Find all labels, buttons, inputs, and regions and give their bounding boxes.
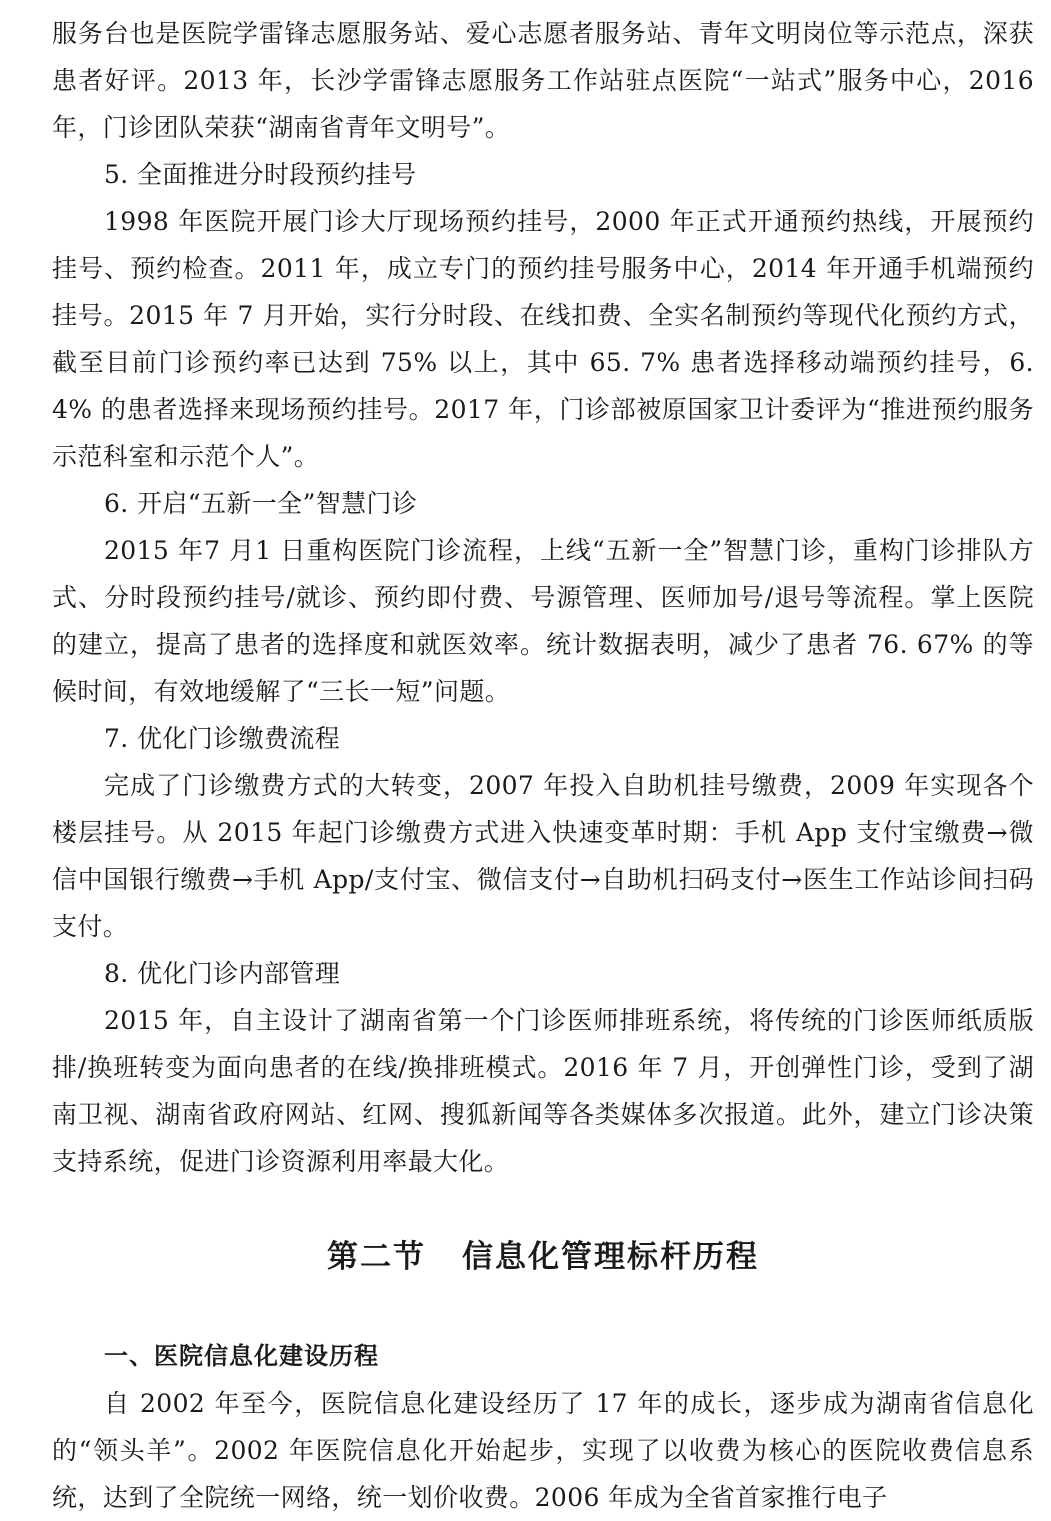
heading-internal-management: 8. 优化门诊内部管理 [104, 959, 341, 988]
heading-payment-process: 7. 优化门诊缴费流程 [104, 724, 341, 753]
section-title-text: 信息化管理标杆历程 [462, 1239, 759, 1275]
paragraph-payment-process: 完成了门诊缴费方式的大转变，2007 年投入自助机挂号缴费，2009 年实现各个楼层挂号。从 2015 年起门诊缴费方式进入快速变革时期：手机 App 支付宝缴费→微信中国银行缴费→手机 App/支付宝、微信支付→自助机扫码支付→医生工作站诊间扫码支付。 [52, 771, 1034, 941]
paragraph-smart-outpatient: 2015 年7 月1 日重构医院门诊流程，上线“五新一全”智慧门诊，重构门诊排队方式、分时段预约挂号/就诊、预约即付费、号源管理、医师加号/退号等流程。掌上医院的建立，提高了患者的选择度和就医效率。统计数据表明，减少了患者 76. 67% 的等候时间，有效地缓解了“三长一短”问题。 [52, 536, 1034, 706]
paragraph-appointment-registration: 1998 年医院开展门诊大厅现场预约挂号，2000 年正式开通预约热线，开展预约挂号、预约检查。2011 年，成立专门的预约挂号服务中心，2014 年开通手机端预约挂号。2015 年 7 月开始，实行分时段、在线扣费、全实名制预约等现代化预约方式，截至目前门诊预约率已达到 75% 以上，其中 65. 7% 患者选择移动端预约挂号，6. 4% 的患者选择来现场预约挂号。2017 年，门诊部被原国家卫计委评为“推进预约服务示范科室和示范个人”。 [52, 207, 1034, 471]
paragraph-informatization-history: 自 2002 年至今，医院信息化建设经历了 17 年的成长，逐步成为湖南省信息化的“领头羊”。2002 年医院信息化开始起步，实现了以收费为核心的医院收费信息系统，达到了全院统一网络，统一划价收费。2006 年成为全省首家推行电子 [52, 1389, 1034, 1512]
paragraph-internal-management: 2015 年，自主设计了湖南省第一个门诊医师排班系统，将传统的门诊医师纸质版排/换班转变为面向患者的在线/换排班模式。2016 年 7 月，开创弹性门诊，受到了湖南卫视、湖南省政府网站、红网、搜狐新闻等各类媒体多次报道。此外，建立门诊决策支持系统，促进门诊资源利用率最大化。 [52, 1006, 1034, 1176]
heading-appointment-registration: 5. 全面推进分时段预约挂号 [104, 160, 417, 189]
document-page [52, 10, 1034, 1521]
subsection-heading: 一、医院信息化建设历程 [104, 1342, 379, 1370]
section-title [52, 1237, 1034, 1277]
section-number: 第二节 [327, 1239, 426, 1275]
heading-smart-outpatient: 6. 开启“五新一全”智慧门诊 [104, 489, 418, 518]
paragraph-volunteer-service: 服务台也是医院学雷锋志愿服务站、爱心志愿者服务站、青年文明岗位等示范点，深获患者好评。2013 年，长沙学雷锋志愿服务工作站驻点医院“一站式”服务中心，2016 年，门诊团队荣获“湖南省青年文明号”。 [52, 19, 1034, 142]
